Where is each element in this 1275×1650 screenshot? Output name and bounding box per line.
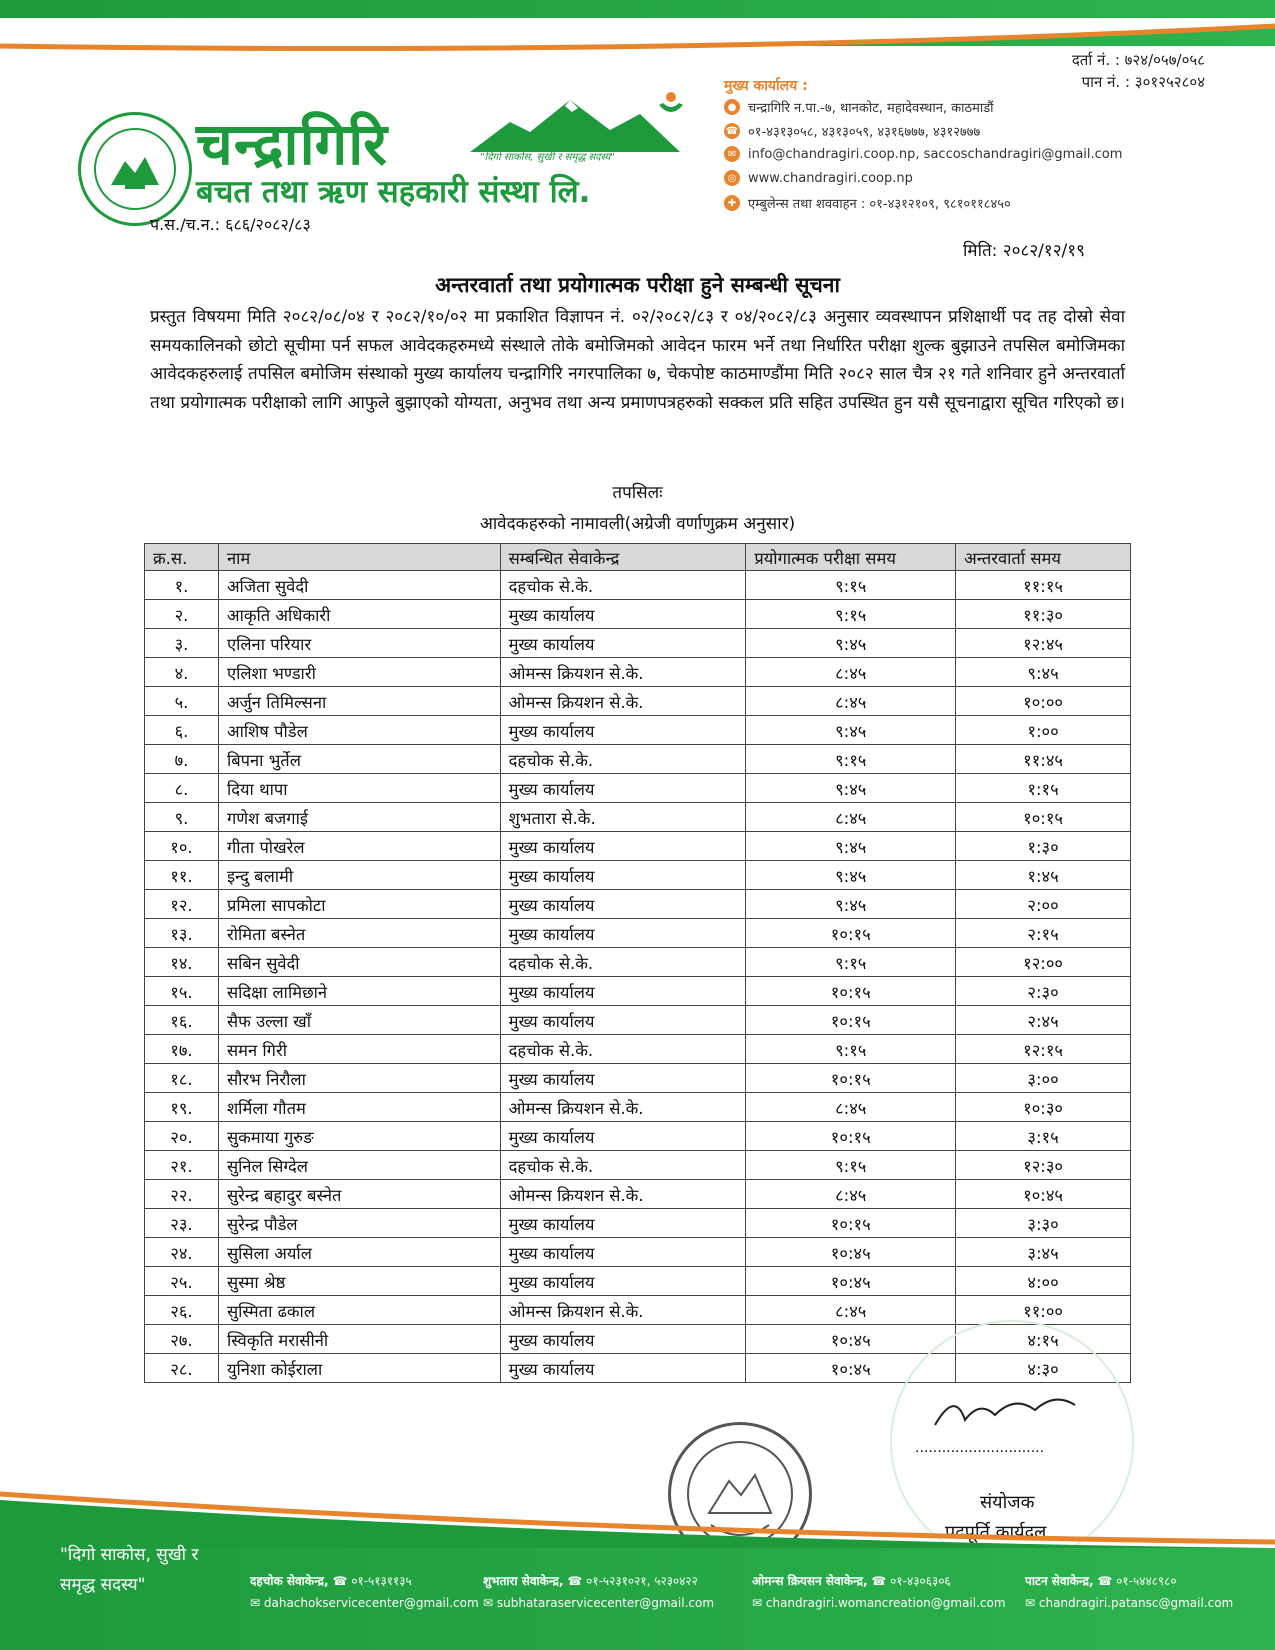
cell-practical-time: ९:४५ xyxy=(746,832,956,861)
cell-practical-time: ८:४५ xyxy=(746,1093,956,1122)
cell-practical-time: १०:१५ xyxy=(746,1006,956,1035)
cell-name: गणेश बजगाई xyxy=(218,803,500,832)
cell-serial: २८. xyxy=(145,1354,219,1383)
table-row xyxy=(145,1180,1131,1209)
cell-serial: ५. xyxy=(145,687,219,716)
signature-mark xyxy=(925,1380,1085,1440)
cell-serial: ११. xyxy=(145,861,219,890)
cell-service-center: मुख्य कार्यालय xyxy=(500,1354,746,1383)
cell-practical-time: १०:१५ xyxy=(746,1122,956,1151)
cell-name: आकृति अधिकारी xyxy=(218,600,500,629)
table-row xyxy=(145,1093,1131,1122)
table-row xyxy=(145,948,1131,977)
cell-practical-time: १०:१५ xyxy=(746,977,956,1006)
cell-interview-time: २:१५ xyxy=(956,919,1131,948)
office-phone: ☎ ०१-४३१३०५८, ४३१३०५९, ४३१६७७७, ४३१२७७७ xyxy=(725,125,981,140)
cell-practical-time: ९:४५ xyxy=(746,890,956,919)
cell-practical-time: ९:४५ xyxy=(746,629,956,658)
cell-interview-time: १०:१५ xyxy=(956,803,1131,832)
globe-icon: ◎ xyxy=(724,170,740,186)
registration-number: दर्ता नं. : ७२४/०५७/०५८ xyxy=(1071,51,1205,69)
cooperative-seal-logo xyxy=(78,112,192,226)
cell-name: शर्मिला गौतम xyxy=(218,1093,500,1122)
cell-practical-time: ९:४५ xyxy=(746,861,956,890)
cell-name: सुकमाया गुरुङ xyxy=(218,1122,500,1151)
office-website[interactable]: ◎ www.chandragiri.coop.np xyxy=(724,170,913,186)
cell-interview-time: २:३० xyxy=(956,977,1131,1006)
cell-serial: १२. xyxy=(145,890,219,919)
cell-practical-time: ८:४५ xyxy=(746,687,956,716)
cell-serial: २७. xyxy=(145,1325,219,1354)
cell-interview-time: २:०० xyxy=(956,890,1131,919)
cell-name: समन गिरी xyxy=(218,1035,500,1064)
ambulance-icon: ✚ xyxy=(724,195,740,211)
cell-practical-time: ९:१५ xyxy=(746,1035,956,1064)
notice-title: अन्तरवार्ता तथा प्रयोगात्मक परीक्षा हुने सम्बन्धी सूचना xyxy=(435,273,840,297)
table-row xyxy=(145,1035,1131,1064)
cell-interview-time: २:४५ xyxy=(956,1006,1131,1035)
cell-name: सुरेन्द्र पौडेल xyxy=(218,1209,500,1238)
cell-service-center: दहचोक से.के. xyxy=(500,948,746,977)
cell-name: सैफ उल्ला खाँ xyxy=(218,1006,500,1035)
cell-serial: ४. xyxy=(145,658,219,687)
cell-practical-time: १०:४५ xyxy=(746,1267,956,1296)
cell-practical-time: १०:४५ xyxy=(746,1325,956,1354)
table-row xyxy=(145,977,1131,1006)
cell-serial: १७. xyxy=(145,1035,219,1064)
cell-practical-time: ८:४५ xyxy=(746,658,956,687)
cell-interview-time: ११:३० xyxy=(956,600,1131,629)
cell-serial: २४. xyxy=(145,1238,219,1267)
cell-service-center: मुख्य कार्यालय xyxy=(500,977,746,1006)
table-row xyxy=(145,861,1131,890)
cell-service-center: मुख्य कार्यालय xyxy=(500,890,746,919)
cell-practical-time: ९:४५ xyxy=(746,774,956,803)
table-row xyxy=(145,1296,1131,1325)
cell-serial: २५. xyxy=(145,1267,219,1296)
cell-serial: १. xyxy=(145,571,219,600)
cell-service-center: मुख्य कार्यालय xyxy=(500,600,746,629)
table-row xyxy=(145,658,1131,687)
appendix-label: तपसिलः xyxy=(612,483,663,503)
notice-body: प्रस्तुत विषयमा मिति २०८२/०८/०४ र २०८२/१०/०२ मा प्रकाशित विज्ञापन नं. ०२/२०८२/८३ र ०४/२०८२/८३ अनुसार व्यवस्थापन प्रशिक्षार्थी पद तह दोस्रो सेवा समयकालिनको छोटो सूचीमा पर्न सफल आवेदकहरुमध्ये संस्थाले तोके बमोजिमको आवेदन फारम भर्ने तथा निर्धारित परीक्षा शुल्क बुझाउने तपसिल बमोजिमका आवेदकहरुलाई तपसिल बमोजिम संस्थाको मुख्य कार्यालय चन्द्रागिरि नगरपालिका ७, चेकपोष्ट काठमाण्डौंमा मिति २०८२ साल चैत्र २१ गते शनिवार हुने अन्तरवार्ता तथा प्रयोगात्मक परीक्षाको लागि आफुले बुझाएको योग्यता, अनुभव तथा अन्य प्रमाणपत्रहरुको सक्कल प्रति सहित उपस्थित हुन यसै सूचनाद्वारा सूचित गरिएको छ। xyxy=(150,307,1125,413)
cell-service-center: मुख्य कार्यालय xyxy=(500,861,746,890)
cell-serial: १९. xyxy=(145,1093,219,1122)
cell-name: युनिशा कोईराला xyxy=(218,1354,500,1383)
cell-serial: २०. xyxy=(145,1122,219,1151)
cell-serial: २३. xyxy=(145,1209,219,1238)
cell-practical-time: ९:१५ xyxy=(746,571,956,600)
cell-serial: १५. xyxy=(145,977,219,1006)
cell-name: सुस्मा श्रेष्ठ xyxy=(218,1267,500,1296)
cell-service-center: शुभतारा से.के. xyxy=(500,803,746,832)
cell-practical-time: ८:४५ xyxy=(746,1180,956,1209)
table-row xyxy=(145,629,1131,658)
cell-practical-time: १०:१५ xyxy=(746,1209,956,1238)
cell-serial: १४. xyxy=(145,948,219,977)
cell-name: स्विकृति मरासीनी xyxy=(218,1325,500,1354)
col-practical-time: प्रयोगात्मक परीक्षा समय xyxy=(746,544,956,571)
cell-interview-time: ११:१५ xyxy=(956,571,1131,600)
cell-name: इन्दु बलामी xyxy=(218,861,500,890)
cell-interview-time: १२:१५ xyxy=(956,1035,1131,1064)
cell-service-center: ओमन्स क्रियशन से.के. xyxy=(500,1296,746,1325)
cell-serial: ८. xyxy=(145,774,219,803)
cell-service-center: मुख्य कार्यालय xyxy=(500,1238,746,1267)
cell-interview-time: १२:३० xyxy=(956,1151,1131,1180)
signer-title: संयोजक xyxy=(980,1492,1035,1513)
applicant-table xyxy=(144,543,1131,1383)
cell-interview-time: १:३० xyxy=(956,832,1131,861)
col-serial: क्र.स. xyxy=(145,544,219,571)
cell-interview-time: ३:३० xyxy=(956,1209,1131,1238)
cell-service-center: दहचोक से.के. xyxy=(500,745,746,774)
cell-interview-time: १०:४५ xyxy=(956,1180,1131,1209)
cell-practical-time: १०:४५ xyxy=(746,1354,956,1383)
pan-number: पान नं. : ३०१२५२८०४ xyxy=(1081,73,1205,91)
cell-interview-time: १०:३० xyxy=(956,1093,1131,1122)
cell-serial: १३. xyxy=(145,919,219,948)
list-title: आवेदकहरुको नामावली(अग्रेजी वर्णाणुक्रम अनुसार) xyxy=(479,514,796,534)
col-service-center: सम्बन्धित सेवाकेन्द्र xyxy=(500,544,746,571)
table-row xyxy=(145,1267,1131,1296)
cell-interview-time: ९:४५ xyxy=(956,658,1131,687)
footer-slogan: "दिगो साकोस, सुखी र समृद्ध सदस्य" xyxy=(60,1545,199,1595)
brand-subtitle: बचत तथा ऋण सहकारी संस्था लि. xyxy=(196,174,591,210)
cell-name: एलिशा भण्डारी xyxy=(218,658,500,687)
cell-service-center: ओमन्स क्रियशन से.के. xyxy=(500,1180,746,1209)
cell-name: अजिता सुवेदी xyxy=(218,571,500,600)
cell-interview-time: ४:१५ xyxy=(956,1325,1131,1354)
cell-interview-time: १२:४५ xyxy=(956,629,1131,658)
cell-name: सुरेन्द्र बहादुर बस्नेत xyxy=(218,1180,500,1209)
cell-service-center: ओमन्स क्रियशन से.के. xyxy=(500,1093,746,1122)
table-row xyxy=(145,600,1131,629)
cell-practical-time: ९:४५ xyxy=(746,716,956,745)
branch-patan: पाटन सेवाकेन्द्र, ☎ ०१-५४४८९८० ✉ chandragiri.patansc@gmail.com xyxy=(1025,1574,1234,1610)
cell-service-center: मुख्य कार्यालय xyxy=(500,1064,746,1093)
cell-interview-time: ३:०० xyxy=(956,1064,1131,1093)
cell-interview-time: १:१५ xyxy=(956,774,1131,803)
table-row xyxy=(145,774,1131,803)
cell-service-center: ओमन्स क्रियशन से.के. xyxy=(500,687,746,716)
cell-service-center: मुख्य कार्यालय xyxy=(500,716,746,745)
branch-dahachok: दहचोक सेवाकेन्द्र, ☎ ०१-५१३११३५ ✉ dahachokservicecenter@gmail.com xyxy=(250,1574,479,1610)
cell-practical-time: १०:४५ xyxy=(746,1238,956,1267)
table-row xyxy=(145,1006,1131,1035)
cell-name: सुसिला अर्याल xyxy=(218,1238,500,1267)
cell-interview-time: ११:४५ xyxy=(956,745,1131,774)
table-row xyxy=(145,919,1131,948)
cell-name: आशिष पौडेल xyxy=(218,716,500,745)
cell-interview-time: ४:०० xyxy=(956,1267,1131,1296)
table-row xyxy=(145,571,1131,600)
cell-serial: २. xyxy=(145,600,219,629)
cell-practical-time: ८:४५ xyxy=(746,1296,956,1325)
col-name: नाम xyxy=(218,544,500,571)
cell-name: दिया थापा xyxy=(218,774,500,803)
cell-service-center: मुख्य कार्यालय xyxy=(500,1325,746,1354)
cell-serial: २२. xyxy=(145,1180,219,1209)
cell-name: अर्जुन तिमिल्सना xyxy=(218,687,500,716)
cell-practical-time: ९:१५ xyxy=(746,1151,956,1180)
phone-icon: ☎ xyxy=(724,123,740,139)
cell-name: सदिक्षा लामिछाने xyxy=(218,977,500,1006)
cell-service-center: मुख्य कार्यालय xyxy=(500,1006,746,1035)
cell-practical-time: ९:१५ xyxy=(746,600,956,629)
cell-practical-time: १०:१५ xyxy=(746,919,956,948)
table-row xyxy=(145,832,1131,861)
cell-service-center: मुख्य कार्यालय xyxy=(500,832,746,861)
cell-service-center: दहचोक से.के. xyxy=(500,1035,746,1064)
cell-interview-time: १:०० xyxy=(956,716,1131,745)
cell-serial: ३. xyxy=(145,629,219,658)
office-ambulance: ✚ एम्बुलेन्स तथा शववाहन : ०१-४३१२१०९, ९८१०११८४५० xyxy=(724,194,1011,212)
table-row xyxy=(145,1151,1131,1180)
cell-name: सौरभ निरौला xyxy=(218,1064,500,1093)
cell-service-center: दहचोक से.के. xyxy=(500,571,746,600)
cell-service-center: मुख्य कार्यालय xyxy=(500,1209,746,1238)
cell-name: सुनिल सिग्देल xyxy=(218,1151,500,1180)
letter-date: मिति: २०८२/१२/१९ xyxy=(963,241,1085,261)
cell-practical-time: ८:४५ xyxy=(746,803,956,832)
brand-name: चन्द्रागिरि xyxy=(196,110,388,178)
table-header-row xyxy=(145,544,1131,571)
signer-department: पदपूर्ति कार्यदल xyxy=(945,1522,1047,1543)
table-row xyxy=(145,716,1131,745)
signature-line: ............................. xyxy=(915,1440,1045,1456)
cell-serial: ७. xyxy=(145,745,219,774)
table-row xyxy=(145,1064,1131,1093)
cell-service-center: मुख्य कार्यालय xyxy=(500,1267,746,1296)
cell-serial: ६. xyxy=(145,716,219,745)
cell-interview-time: ३:४५ xyxy=(956,1238,1131,1267)
cell-practical-time: १०:१५ xyxy=(746,1064,956,1093)
col-interview-time: अन्तरवार्ता समय xyxy=(956,544,1131,571)
office-title: मुख्य कार्यालय : xyxy=(724,78,808,94)
table-row xyxy=(145,1238,1131,1267)
cell-practical-time: ९:१५ xyxy=(746,948,956,977)
branch-subhatara: शुभतारा सेवाकेन्द्र, ☎ ०१-५२३१०२१, ५२३०४२२ ✉ subhataraservicecenter@gmail.com xyxy=(483,1574,715,1610)
cell-serial: २१. xyxy=(145,1151,219,1180)
cell-service-center: मुख्य कार्यालय xyxy=(500,774,746,803)
table-row xyxy=(145,1209,1131,1238)
cell-interview-time: ३:१५ xyxy=(956,1122,1131,1151)
cell-interview-time: १२:०० xyxy=(956,948,1131,977)
cell-service-center: मुख्य कार्यालय xyxy=(500,629,746,658)
table-row xyxy=(145,890,1131,919)
cell-name: रोमिता बस्नेत xyxy=(218,919,500,948)
table-row xyxy=(145,745,1131,774)
cell-interview-time: १:४५ xyxy=(956,861,1131,890)
cell-service-center: दहचोक से.के. xyxy=(500,1151,746,1180)
cell-service-center: मुख्य कार्यालय xyxy=(500,919,746,948)
cell-interview-time: ११:०० xyxy=(956,1296,1131,1325)
office-address: ● चन्द्रागिरि न.पा.-७, थानकोट, महादेवस्थान, काठमाडौं xyxy=(724,98,994,116)
cell-serial: १८. xyxy=(145,1064,219,1093)
cell-name: सबिन सुवेदी xyxy=(218,948,500,977)
cell-serial: १६. xyxy=(145,1006,219,1035)
table-row xyxy=(145,803,1131,832)
office-email[interactable]: ✉ info@chandragiri.coop.np, saccoschandragiri@gmail.com xyxy=(724,146,1122,162)
table-row xyxy=(145,687,1131,716)
cell-service-center: मुख्य कार्यालय xyxy=(500,1122,746,1151)
location-icon: ● xyxy=(724,99,740,115)
hands-logo-icon xyxy=(655,85,687,117)
reference-number: प.स./च.न.: ६८६/२०८२/८३ xyxy=(150,215,311,234)
branch-womens-creation: ओमन्स क्रियसन सेवाकेन्द्र, ☎ ०१-४३०६३०६ ✉ chandragiri.womancreation@gmail.com xyxy=(752,1574,1006,1610)
table-row xyxy=(145,1122,1131,1151)
cell-name: एलिना परियार xyxy=(218,629,500,658)
cell-interview-time: १०:०० xyxy=(956,687,1131,716)
cell-practical-time: ९:१५ xyxy=(746,745,956,774)
cell-serial: १०. xyxy=(145,832,219,861)
cell-name: प्रमिला सापकोटा xyxy=(218,890,500,919)
brand-tagline: "दिगो साकोस, सुखी र समृद्ध सदस्य" xyxy=(480,152,615,163)
email-icon: ✉ xyxy=(724,146,740,162)
cell-serial: ९. xyxy=(145,803,219,832)
cell-name: बिपना भुर्तेल xyxy=(218,745,500,774)
cell-interview-time: ४:३० xyxy=(956,1354,1131,1383)
cell-name: सुस्मिता ढकाल xyxy=(218,1296,500,1325)
cell-name: गीता पोखरेल xyxy=(218,832,500,861)
cell-service-center: ओमन्स क्रियशन से.के. xyxy=(500,658,746,687)
cell-serial: २६. xyxy=(145,1296,219,1325)
